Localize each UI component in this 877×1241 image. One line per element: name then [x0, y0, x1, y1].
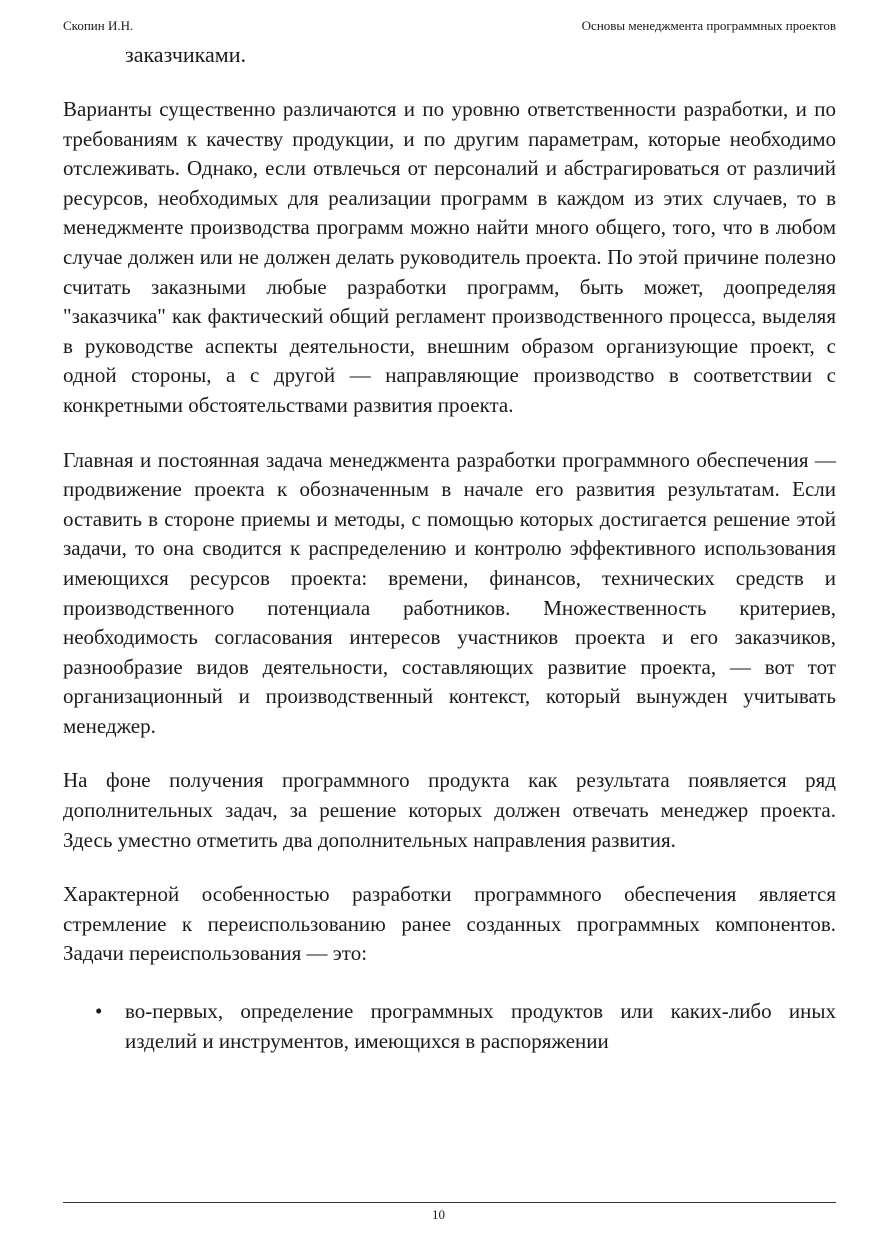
paragraph-gap — [63, 855, 836, 880]
paragraph-gap — [63, 969, 836, 997]
header-author: Скопин И.Н. — [63, 18, 134, 33]
list-item — [63, 997, 836, 1056]
header-title: Основы менеджмента программных проектов — [581, 18, 836, 33]
page-number: 10 — [432, 1207, 445, 1222]
footer-divider — [63, 1202, 836, 1203]
paragraph-reuse: Характерной особенностью разработки программного обеспечения является стремление к переиспользованию ранее созданных программных компонентов. Задачи переиспользования — это: — [63, 882, 836, 966]
page-body — [63, 40, 836, 1056]
list-item-text: во-первых, определение программных продуктов или каких-либо иных изделий и инструментов, имеющихся в распоряжении — [125, 999, 836, 1053]
bullet-icon: • — [95, 999, 103, 1024]
paragraph-gap — [63, 70, 836, 95]
paragraph-main-task: Главная и постоянная задача менеджмента разработки программного обеспечения — продвижение проекта к обозначенным в начале его развития результатам. Если оставить в стороне приемы и методы, с помощью которых достигается решение этой задачи, то она сводится к распределению и контролю эффективного использования имеющихся ресурсов проекта: времени, финансов, технических средств и производственного потенциала работников. Множественность критериев, необходимость согласования интересов участников проекта и его заказчиков, разнообразие видов деятельности, составляющих развитие проекта, — вот тот организационный и производственный контекст, который вынужден учитывать менеджер. — [63, 447, 836, 738]
bullet-list — [63, 997, 836, 1056]
paragraph-variants: Варианты существенно различаются и по уровню ответственности разработки, и по требованиям к качеству продукции, и по другим параметрам, которые необходимо отслеживать. Однако, если отвлечься от персоналий и абстрагироваться от различий ресурсов, необходимых для реализации программ в каждом из этих случаев, то в менеджменте производства программ можно найти много общего, того, что в любом случае должен или не должен делать руководитель проекта. По этой причине полезно считать заказными любые разработки программ, быть может, доопределяя "заказчика" как фактический общий регламент производственного процесса, выделяя в руководстве аспекты деятельности, внешним образом организующие проект, с одной стороны, а с другой — направляющие производство в соответствии с конкретными обстоятельствами развития проекта. — [63, 97, 836, 417]
paragraph-gap — [63, 741, 836, 766]
continuation-text: заказчиками. — [125, 42, 246, 67]
page-header — [63, 17, 836, 35]
paragraph-gap — [63, 421, 836, 446]
paragraph-additional-tasks: На фоне получения программного продукта как результата появляется ряд дополнительных задач, за решение которых должен отвечать менеджер проекта. Здесь уместно отметить два дополнительных направления развития. — [63, 768, 836, 852]
